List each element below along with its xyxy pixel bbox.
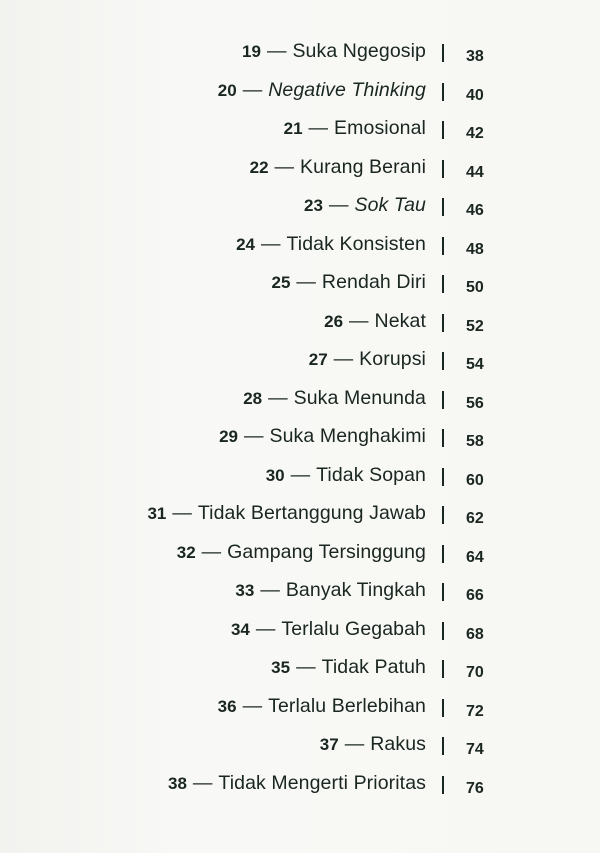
toc-entry-text bbox=[147, 500, 426, 527]
em-dash: — bbox=[344, 733, 365, 755]
page-number: 38 bbox=[466, 48, 484, 65]
page-number: 72 bbox=[466, 702, 484, 720]
toc-entry-text bbox=[236, 231, 426, 258]
table-of-contents bbox=[0, 38, 600, 808]
toc-entry bbox=[0, 269, 600, 308]
page-number: 66 bbox=[466, 587, 484, 604]
chapter-title: Suka Menunda bbox=[293, 386, 426, 409]
chapter-title: Terlalu Gegabah bbox=[281, 617, 426, 640]
em-dash: — bbox=[268, 386, 288, 409]
separator-bar bbox=[442, 622, 444, 640]
separator-bar bbox=[442, 237, 444, 255]
toc-entry-text bbox=[284, 115, 426, 142]
page-number: 62 bbox=[466, 510, 484, 527]
em-dash: — bbox=[260, 232, 281, 255]
toc-entry bbox=[0, 423, 600, 462]
page-number: 52 bbox=[466, 317, 484, 335]
toc-entry-text bbox=[304, 192, 426, 219]
separator-bar bbox=[442, 737, 444, 755]
chapter-number: 28 bbox=[243, 388, 263, 408]
em-dash: — bbox=[296, 656, 316, 678]
chapter-number: 37 bbox=[319, 735, 339, 754]
chapter-title: Emosional bbox=[334, 117, 426, 139]
chapter-title: Gampang Tersinggung bbox=[227, 540, 426, 563]
page-number: 74 bbox=[466, 741, 484, 758]
em-dash: — bbox=[274, 155, 295, 178]
page-number: 76 bbox=[466, 779, 484, 797]
toc-entry-text bbox=[168, 770, 426, 797]
toc-entry bbox=[0, 115, 600, 154]
em-dash: — bbox=[242, 694, 263, 717]
separator-bar bbox=[442, 83, 444, 101]
chapter-title: Sok Tau bbox=[354, 194, 426, 216]
chapter-number: 33 bbox=[235, 581, 255, 600]
chapter-number: 35 bbox=[271, 658, 291, 677]
em-dash: — bbox=[255, 617, 276, 640]
toc-entry bbox=[0, 616, 600, 655]
toc-entry bbox=[0, 154, 600, 193]
em-dash: — bbox=[201, 540, 222, 563]
chapter-number: 38 bbox=[167, 773, 187, 793]
page-number: 48 bbox=[466, 240, 484, 258]
em-dash: — bbox=[328, 194, 349, 216]
toc-entry bbox=[0, 192, 600, 231]
chapter-title: Tidak Patuh bbox=[321, 656, 426, 678]
em-dash: — bbox=[244, 425, 264, 447]
chapter-title: Tidak Bertanggung Jawab bbox=[197, 502, 426, 524]
page-number: 60 bbox=[466, 471, 484, 489]
separator-bar bbox=[442, 314, 444, 332]
page-number: 70 bbox=[466, 664, 484, 681]
toc-entry-text bbox=[266, 462, 426, 489]
chapter-number: 34 bbox=[230, 619, 250, 639]
toc-entry bbox=[0, 231, 600, 270]
toc-entry-text bbox=[324, 308, 426, 335]
page-number: 40 bbox=[466, 86, 484, 104]
chapter-title: Tidak Mengerti Prioritas bbox=[218, 771, 426, 794]
chapter-number: 32 bbox=[176, 542, 196, 562]
chapter-title: Suka Ngegosip bbox=[292, 40, 426, 62]
separator-bar bbox=[442, 198, 444, 216]
toc-entry-text bbox=[250, 154, 426, 181]
chapter-title: Rendah Diri bbox=[321, 271, 426, 293]
separator-bar bbox=[442, 545, 444, 563]
chapter-title: Rakus bbox=[370, 733, 426, 755]
toc-entry bbox=[0, 385, 600, 424]
chapter-number: 27 bbox=[308, 350, 328, 369]
chapter-title: Nekat bbox=[374, 309, 426, 332]
toc-entry bbox=[0, 654, 600, 693]
page-number: 68 bbox=[466, 625, 484, 643]
chapter-number: 22 bbox=[249, 157, 269, 177]
chapter-number: 25 bbox=[271, 273, 291, 292]
em-dash: — bbox=[172, 502, 192, 524]
toc-entry-text bbox=[219, 423, 426, 450]
separator-bar bbox=[442, 506, 444, 524]
chapter-title: Terlalu Berlebihan bbox=[268, 694, 426, 717]
chapter-title: Negative Thinking bbox=[268, 78, 426, 101]
toc-entry bbox=[0, 462, 600, 501]
chapter-number: 30 bbox=[265, 465, 285, 485]
toc-entry bbox=[0, 770, 600, 809]
toc-entry-text bbox=[218, 693, 426, 720]
toc-entry bbox=[0, 346, 600, 385]
separator-bar bbox=[442, 275, 444, 293]
toc-entry bbox=[0, 539, 600, 578]
toc-entry bbox=[0, 500, 600, 539]
chapter-title: Suka Menghakimi bbox=[269, 425, 426, 447]
chapter-number: 36 bbox=[217, 696, 237, 716]
page-number: 50 bbox=[466, 279, 484, 296]
page-number: 64 bbox=[466, 548, 484, 566]
em-dash: — bbox=[296, 271, 316, 293]
separator-bar bbox=[442, 352, 444, 370]
em-dash: — bbox=[192, 771, 213, 794]
toc-entry-text bbox=[177, 539, 426, 566]
separator-bar bbox=[442, 583, 444, 601]
separator-bar bbox=[442, 699, 444, 717]
chapter-title: Banyak Tingkah bbox=[285, 579, 426, 601]
separator-bar bbox=[442, 121, 444, 139]
toc-entry-text bbox=[272, 269, 427, 296]
separator-bar bbox=[442, 776, 444, 794]
chapter-title: Korupsi bbox=[359, 348, 426, 370]
page-number: 58 bbox=[466, 433, 484, 450]
em-dash: — bbox=[333, 348, 354, 370]
toc-entry bbox=[0, 577, 600, 616]
separator-bar bbox=[442, 660, 444, 678]
chapter-title: Kurang Berani bbox=[300, 155, 426, 178]
page-number: 42 bbox=[466, 125, 484, 142]
page-number: 56 bbox=[466, 394, 484, 412]
separator-bar bbox=[442, 468, 444, 486]
chapter-number: 20 bbox=[217, 80, 237, 100]
page-number: 54 bbox=[466, 356, 484, 373]
toc-entry bbox=[0, 38, 600, 77]
chapter-number: 31 bbox=[147, 504, 167, 523]
toc-entry-text bbox=[243, 385, 426, 412]
separator-bar bbox=[442, 160, 444, 178]
toc-entry-text bbox=[242, 38, 426, 65]
em-dash: — bbox=[290, 463, 311, 486]
separator-bar bbox=[442, 391, 444, 409]
chapter-title: Tidak Konsisten bbox=[286, 232, 426, 255]
toc-entry bbox=[0, 77, 600, 116]
em-dash: — bbox=[308, 117, 329, 139]
chapter-number: 23 bbox=[304, 196, 323, 215]
toc-entry-text bbox=[218, 77, 426, 104]
em-dash: — bbox=[349, 309, 369, 332]
chapter-number: 21 bbox=[283, 119, 303, 138]
toc-entry-text bbox=[309, 346, 426, 373]
separator-bar bbox=[442, 44, 444, 62]
em-dash: — bbox=[242, 78, 263, 101]
toc-entry bbox=[0, 693, 600, 732]
toc-entry-text bbox=[231, 616, 426, 643]
chapter-number: 26 bbox=[324, 311, 344, 331]
separator-bar bbox=[442, 429, 444, 447]
toc-entry-text bbox=[271, 654, 426, 681]
toc-entry-text bbox=[320, 731, 426, 758]
page-number: 46 bbox=[466, 202, 484, 219]
toc-entry bbox=[0, 731, 600, 770]
toc-entry-text bbox=[235, 577, 426, 604]
chapter-number: 29 bbox=[219, 427, 238, 446]
chapter-number: 24 bbox=[236, 234, 255, 254]
chapter-title: Tidak Sopan bbox=[316, 463, 426, 486]
chapter-number: 19 bbox=[242, 42, 261, 61]
toc-entry bbox=[0, 308, 600, 347]
page-number: 44 bbox=[466, 163, 484, 181]
em-dash: — bbox=[266, 40, 287, 62]
em-dash: — bbox=[260, 579, 280, 601]
